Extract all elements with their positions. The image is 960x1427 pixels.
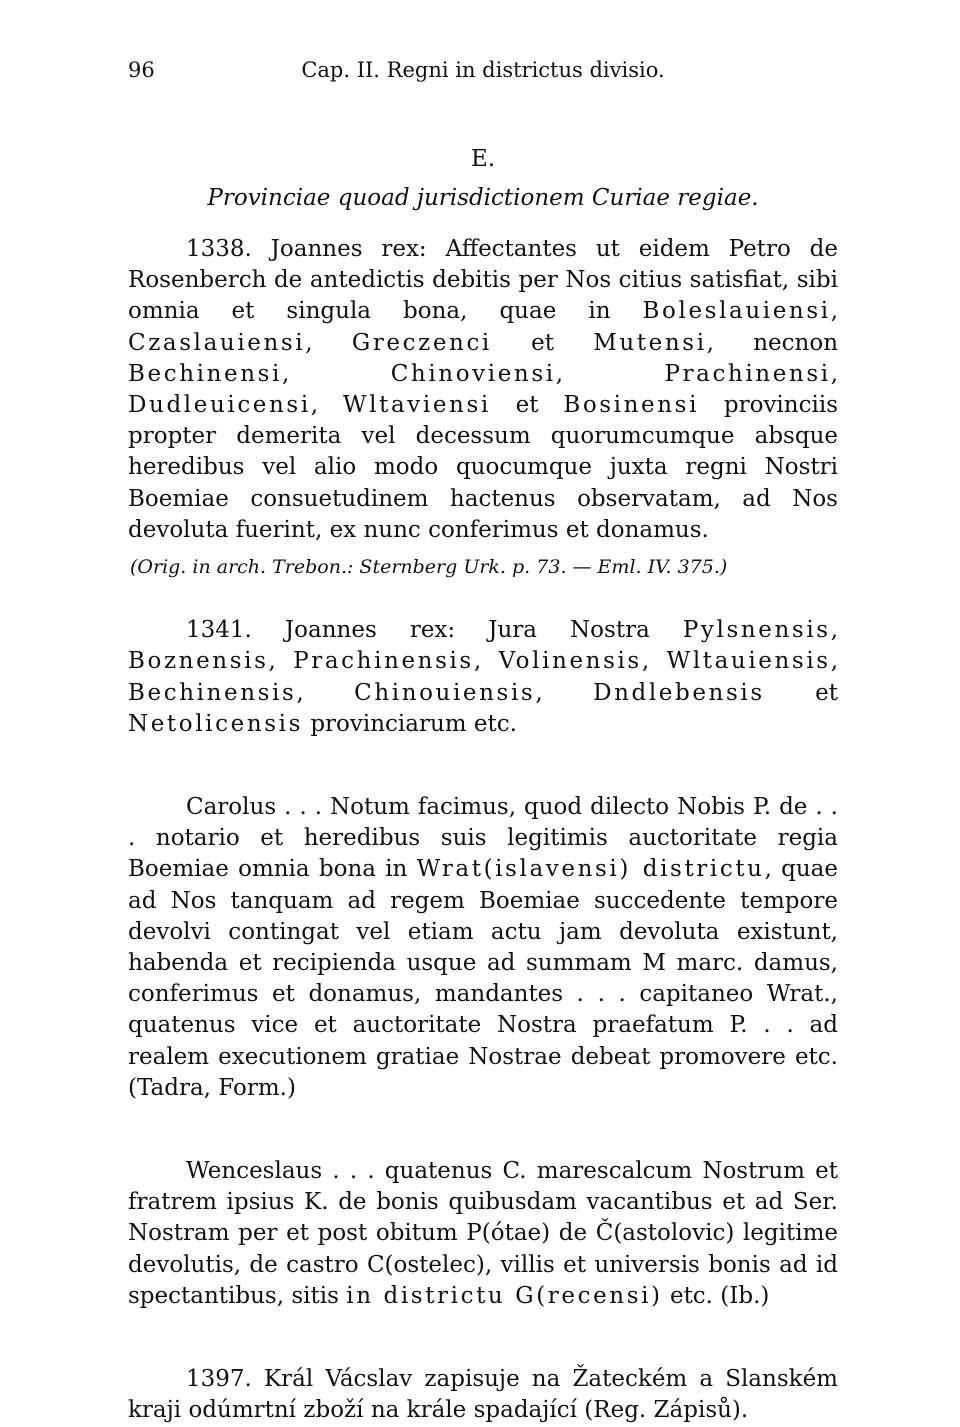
spaced-province-name: Volinensis [498,648,642,675]
paragraph-1341 [128,615,838,740]
text-run: , [641,648,667,675]
text-run: , [310,392,343,419]
text-run: , quae ad Nos tanquam ad regem Boemiae succedente tempore devolvi contingat vel etiam actu jam devoluta existunt, habenda et recipienda usque ad summam M marc. damus, conferimus et donamus, mandantes . . . capitaneo Wrat., quatenus vice et auctoritate Nostra praefatum P. . . ad realem executionem gratiae Nostrae debeat promovere etc. (Tadra, Form.) [128,856,839,1101]
text-run: , [281,360,391,387]
spaced-province-name: Prachinensi [664,360,831,387]
paragraph-wenceslaus [128,1156,838,1312]
spaced-province-name: Czaslauiensi [128,329,306,356]
spaced-province-name: Dudleuicensi [128,392,311,419]
text-run: 1341. Joannes rex: Jura Nostra [186,617,683,644]
spaced-province-name: Greczenci [351,329,492,356]
spaced-province-name: Bechinensis [128,679,297,706]
spaced-province-name: Bechinensi [128,360,282,387]
text-run: , [830,648,838,675]
text-run: , [830,617,838,644]
text-run: , [296,679,355,706]
text-run: , [830,360,839,387]
text-run: 1397. Král Vácslav zapisuje na Žateckém a Slanském kraji odúmrtní zboží na krále spadající (Reg. Zápisů). [128,1366,838,1424]
spaced-district-name: Wrat(islavensi) districtu [416,856,765,883]
text-run: , [268,648,294,675]
spaced-province-name: Prachinensis [293,648,474,675]
text-run: , [535,679,594,706]
page-number: 96 [128,58,155,82]
text-run: 1338. Joannes rex: Affectantes ut eidem Petro de Rosenberch de antedictis debitis per Nos citius satisfiat, sibi omnia et singula bona, quae in [128,236,838,325]
source-citation: (Orig. in arch. Trebon.: Sternberg Urk. p. 73. — Eml. IV. 375.) [130,556,728,579]
text-run: Wenceslaus . . . quatenus C. marescalcum Nostrum et fratrem ipsius K. de bonis quibusdam vacantibus et ad Ser. Nostram per et post obitum P(ótae) de Č(astolovic) legitime devolutis, de castro C(ostelec), villis et universis bonis ad id spectantibus, sitis [128,1158,838,1309]
text-run: provinciarum etc. [303,710,517,737]
body-text [128,234,838,1427]
paragraph-1397 [128,1364,838,1426]
spaced-province-name: Bosinensi [563,392,700,419]
text-run: Carolus . . . Notum facimus, quod dilecto Nobis P. de . . . notario et heredibus suis legitimis auctoritate regia Boemiae omnia bona in [128,794,838,883]
text-run: et [764,679,839,706]
running-title: Cap. II. Regni in districtus divisio. [301,58,665,82]
spaced-province-name: Dndlebensis [593,679,765,706]
text-run: et [490,392,564,419]
text-run: et [491,329,594,356]
spaced-province-name: Boleslauiensi [642,298,831,325]
section-letter: E. [470,146,496,172]
text-run: , [305,329,352,356]
paragraph-1338 [128,234,838,546]
page-header [128,58,838,88]
spaced-province-name: Chinouiensis [354,679,536,706]
text-run: etc. (Ib.) [662,1282,770,1309]
text-run: , [555,360,665,387]
paragraph-carolus [128,792,838,1104]
spaced-district-name: in districtu G(recensi) [346,1282,663,1309]
spaced-province-name: Netolicensis [128,710,304,737]
spaced-province-name: Wltauiensis [666,648,831,675]
spaced-province-name: Mutensi [593,329,707,356]
spaced-province-name: Boznensis [128,648,269,675]
text-run: , [473,648,499,675]
text-run: , [830,298,838,325]
section-title: Provinciae quoad jurisdictionem Curiae regiae. [207,185,759,211]
text-run: , necnon [706,329,839,356]
spaced-province-name: Chinoviensi [390,360,556,387]
spaced-province-name: Wltaviensi [342,392,491,419]
text-run: provinciis propter demerita vel decessum quorumcumque absque heredibus vel alio modo quocumque juxta regni Nostri Boemiae consuetudinem hactenus observatam, ad Nos devoluta fuerint, ex nunc conferimus et donamus. [128,392,838,543]
spaced-province-name: Pylsnensis [682,617,831,644]
